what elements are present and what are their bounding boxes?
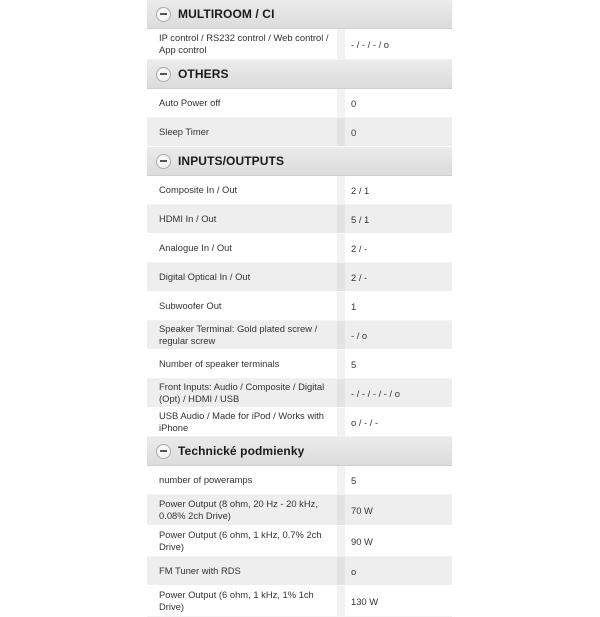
spec-row [147,466,452,495]
spec-label: IP control / RS232 control / Web control / App control [159,32,329,55]
spec-row [147,234,452,263]
spec-row [147,89,452,118]
column-divider [337,234,345,262]
spec-label: HDMI In / Out [159,213,217,224]
spec-value: 2 / 1 [351,184,370,196]
spec-label: Number of speaker terminals [159,358,280,369]
spec-label: Power Output (6 ohm, 1 kHz, 0.7% 2ch Drive) [159,529,322,552]
spec-value: 70 W [351,504,373,516]
section-header-others[interactable] [147,60,452,89]
spec-row [147,205,452,234]
spec-row [147,495,452,526]
spec-row [147,379,452,408]
section-header-technical-conditions[interactable] [147,437,452,466]
spec-row [147,408,452,437]
section-title: MULTIROOM / CI [178,7,275,21]
column-divider [337,29,345,59]
spec-value: 5 [351,358,357,370]
section-title: OTHERS [178,67,229,81]
spec-value: o [351,565,357,577]
spec-table [147,0,452,617]
column-divider [337,408,345,436]
spec-row [147,29,452,60]
spec-label: Speaker Terminal: Gold plated screw / regular screw [159,323,318,346]
spec-value: 1 [351,300,357,312]
spec-value: 2 / - [351,242,368,254]
column-divider [337,89,345,117]
spec-value: - / o [351,329,368,341]
spec-label: Composite In / Out [159,184,238,195]
column-divider [337,379,345,407]
spec-row [147,557,452,586]
spec-label: USB Audio / Made for iPod / Works with iPhone [159,410,324,433]
spec-value: 5 / 1 [351,213,370,225]
section-title: INPUTS/OUTPUTS [178,154,285,168]
column-divider [337,205,345,233]
spec-label: Subwoofer Out [159,300,222,311]
column-divider [337,321,345,349]
spec-value: 0 [351,97,357,109]
spec-value: o / - / - [351,416,379,428]
spec-label: Auto Power off [159,97,221,108]
column-divider [337,350,345,378]
spec-row [147,526,452,557]
column-divider [337,495,345,525]
collapse-minus-icon[interactable] [156,154,171,169]
section-title: Technické podmienky [178,444,305,458]
column-divider [337,466,345,494]
column-divider [337,176,345,204]
spec-row [147,118,452,147]
spec-value: 90 W [351,535,373,547]
spec-row [147,292,452,321]
collapse-minus-icon[interactable] [156,444,171,459]
spec-label: Front Inputs: Audio / Composite / Digital (Opt) / HDMI / USB [159,381,325,404]
spec-label: Digital Optical In / Out [159,271,251,282]
column-divider [337,263,345,291]
spec-row [147,586,452,617]
collapse-minus-icon[interactable] [156,7,171,22]
spec-row [147,176,452,205]
column-divider [337,118,345,146]
spec-value: - / - / - / - / o [351,387,400,399]
section-header-inputs-outputs[interactable] [147,147,452,176]
spec-label: FM Tuner with RDS [159,565,241,576]
spec-value: 5 [351,474,357,486]
spec-label: Power Output (6 ohm, 1 kHz, 1% 1ch Drive) [159,589,314,612]
spec-label: Sleep Timer [159,126,210,137]
collapse-minus-icon[interactable] [156,67,171,82]
spec-row [147,321,452,350]
spec-value: 130 W [351,595,379,607]
spec-value: 2 / - [351,271,368,283]
column-divider [337,557,345,585]
column-divider [337,292,345,320]
column-divider [337,526,345,556]
spec-row [147,350,452,379]
spec-value: 0 [351,126,357,138]
spec-label: number of poweramps [159,474,253,485]
column-divider [337,586,345,616]
spec-label: Power Output (8 ohm, 20 Hz - 20 kHz, 0.08% 2ch Drive) [159,498,318,521]
spec-value: - / - / - / o [351,38,390,50]
section-header-multiroom[interactable] [147,0,452,29]
spec-row [147,263,452,292]
spec-label: Analogue In / Out [159,242,232,253]
